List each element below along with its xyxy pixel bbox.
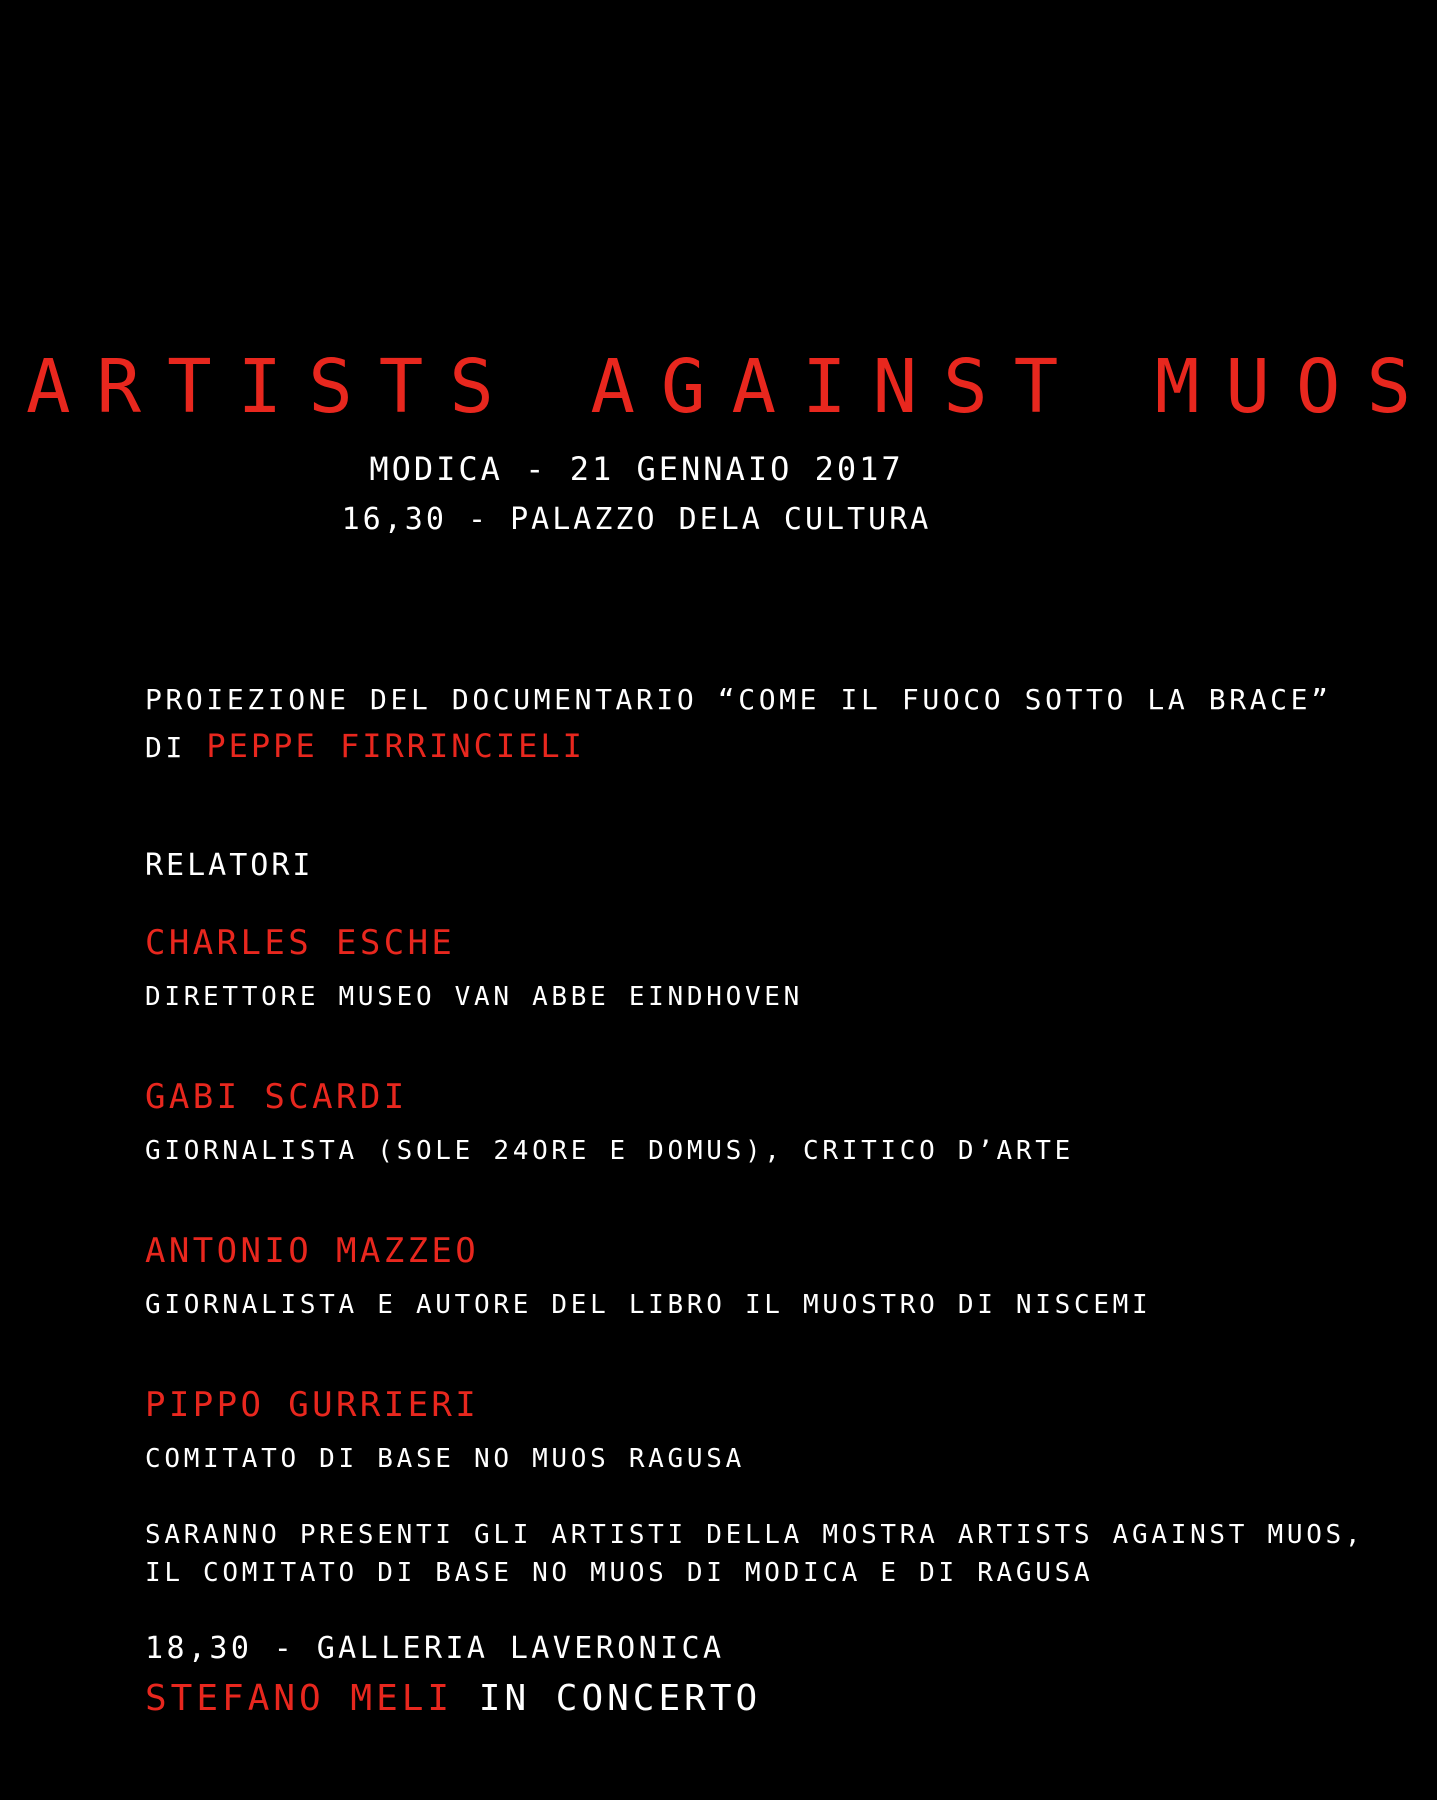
speaker-name: ANTONIO MAZZEO [145,1231,480,1271]
director-name: PEPPE FIRRINCIELI [206,727,585,765]
speaker-role: GIORNALISTA (SOLE 24ORE E DOMUS), CRITICO D’ARTE [145,1136,1074,1166]
concert-time-place: 18,30 - GALLERIA LAVERONICA [145,1631,725,1666]
event-date-line: MODICA - 21 GENNAIO 2017 [369,450,904,488]
presence-line-1: SARANNO PRESENTI GLI ARTISTI DELLA MOSTRA ARTISTS AGAINST MUOS, [145,1520,1365,1550]
presence-line-2: IL COMITATO DI BASE NO MUOS DI MODICA E DI RAGUSA [145,1558,1094,1588]
speaker-name: CHARLES ESCHE [145,923,456,963]
speakers-heading: RELATORI [145,848,314,883]
speaker-name: PIPPO GURRIERI [145,1385,480,1425]
speaker-role: DIRETTORE MUSEO VAN ABBE EINDHOVEN [145,982,804,1012]
concert-suffix: IN CONCERTO [453,1678,762,1719]
concert-performer: STEFANO MELI [145,1678,454,1719]
concert-line [145,1678,761,1719]
speaker-role: COMITATO DI BASE NO MUOS RAGUSA [145,1444,745,1474]
speaker-name: GABI SCARDI [145,1077,408,1117]
director-prefix: DI [145,731,207,764]
documentary-line: PROIEZIONE DEL DOCUMENTARIO “COME IL FUOCO SOTTO LA BRACE” [145,683,1332,716]
poster-title: ARTISTS AGAINST MUOS [26,344,1437,430]
speaker-role: GIORNALISTA E AUTORE DEL LIBRO IL MUOSTRO DI NISCEMI [145,1290,1152,1320]
event-time-place: 16,30 - PALAZZO DELA CULTURA [341,502,932,537]
documentary-director-line [145,727,585,765]
